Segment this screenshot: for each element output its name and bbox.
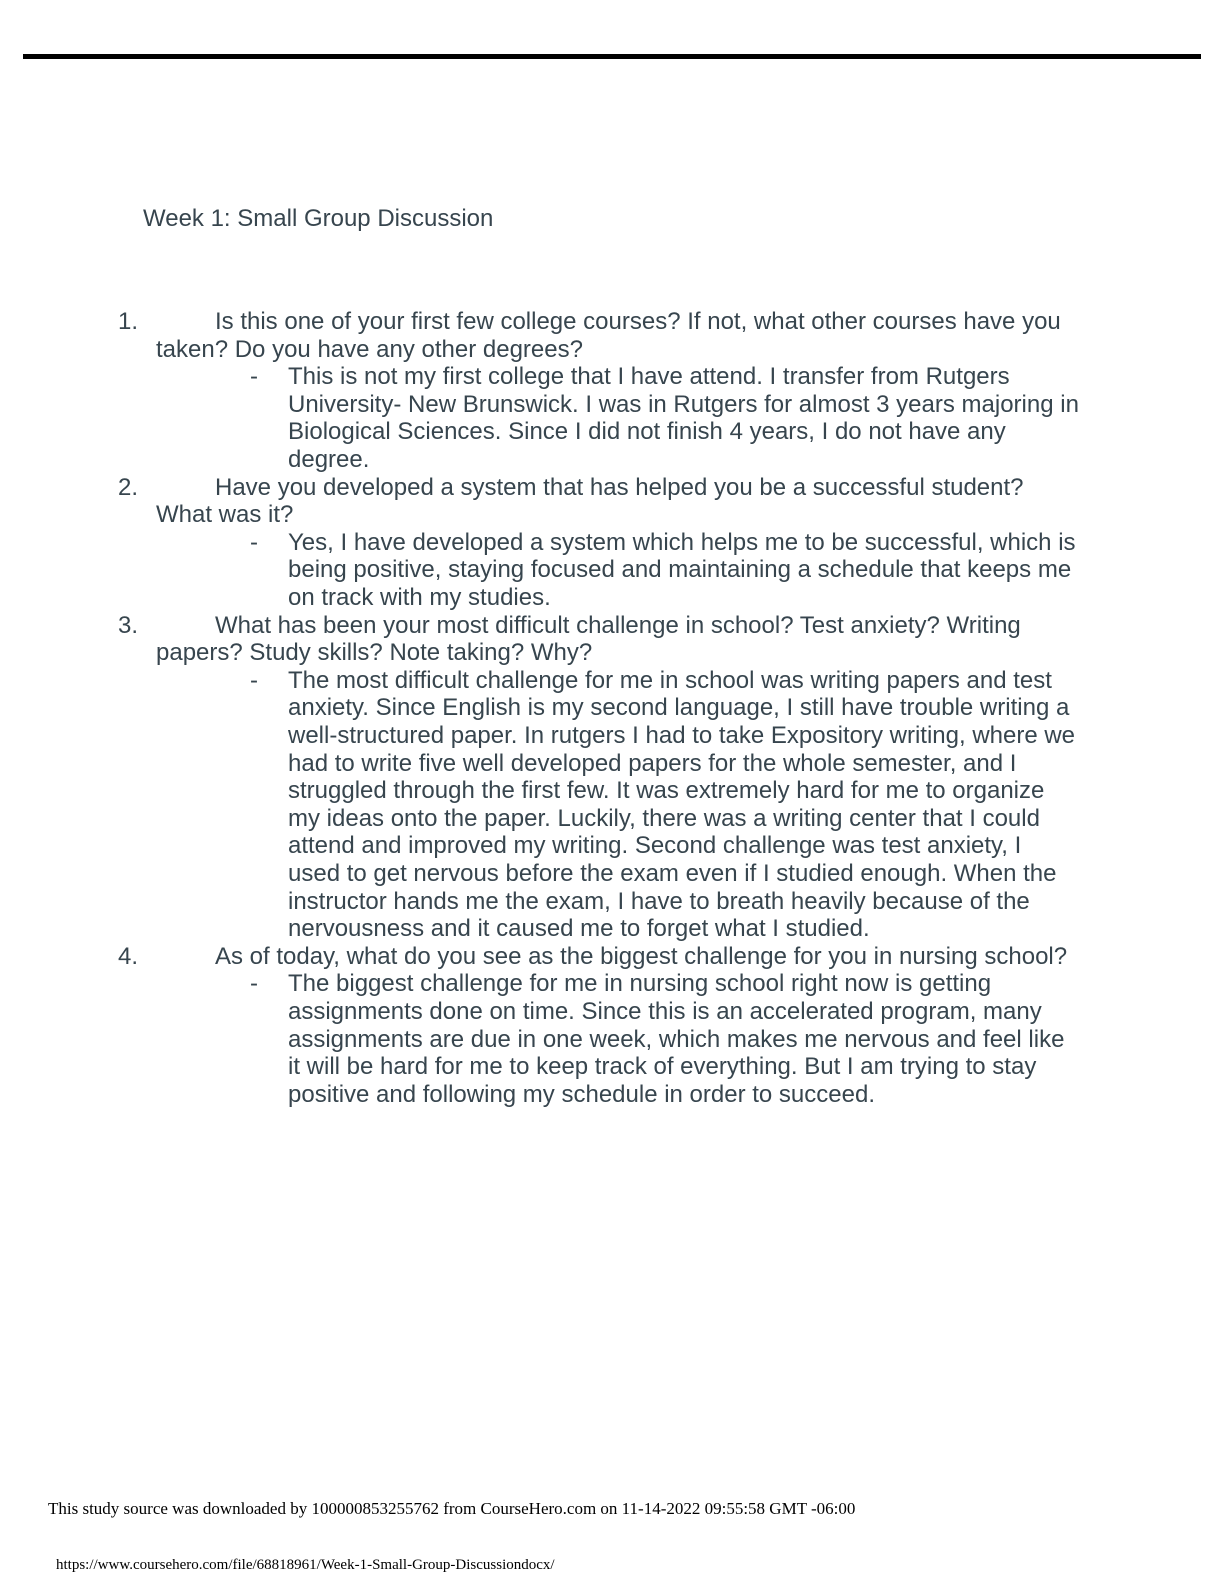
document-line <box>0 612 1224 640</box>
answer-line: Yes, I have developed a system which helps me to be successful, which is <box>288 528 1076 556</box>
answer-line: nervousness and it caused me to forget what I studied. <box>288 915 870 943</box>
answer-line: positive and following my schedule in order to succeed. <box>288 1080 875 1108</box>
document-line <box>0 915 1224 943</box>
document-line <box>0 694 1224 722</box>
answer-line: This is not my first college that I have attend. I transfer from Rutgers <box>288 363 1010 391</box>
answer-line: struggled through the first few. It was extremely hard for me to organize <box>288 777 1045 805</box>
question-line: Is this one of your first few college courses? If not, what other courses have you <box>215 308 1061 335</box>
answer-line: being positive, staying focused and maintaining a schedule that keeps me <box>288 556 1072 584</box>
document-line <box>0 336 1224 364</box>
answer-line: The biggest challenge for me in nursing school right now is getting <box>288 970 992 998</box>
answer-line: instructor hands me the exam, I have to breath heavily because of the <box>288 887 1030 915</box>
document-line <box>0 860 1224 888</box>
answer-line: it will be hard for me to keep track of everything. But I am trying to stay <box>288 1053 1037 1081</box>
list-number: 2. <box>118 473 139 501</box>
document-line <box>0 722 1224 750</box>
question-line: As of today, what do you see as the biggest challenge for you in nursing school? <box>215 942 1068 970</box>
download-attribution: This study source was downloaded by 100000853255762 from CourseHero.com on 11-14-2022 09:55:58 GMT -06:00 <box>48 1499 856 1518</box>
document-line <box>0 474 1224 502</box>
source-url[interactable]: https://www.coursehero.com/file/68818961/Week-1-Small-Group-Discussiondocx/ <box>56 1557 555 1573</box>
document-line <box>0 639 1224 667</box>
document-line <box>0 667 1224 695</box>
answer-line: assignments are due in one week, which makes me nervous and feel like <box>288 1025 1065 1053</box>
answer-line: on track with my studies. <box>288 584 551 611</box>
answer-line: attend and improved my writing. Second challenge was test anxiety, I <box>288 832 1022 860</box>
document-line <box>0 970 1224 998</box>
page-title: Week 1: Small Group Discussion <box>143 205 494 232</box>
document-line <box>0 1081 1224 1109</box>
answer-line: anxiety. Since English is my second language, I still have trouble writing a <box>288 694 1070 722</box>
document-line <box>0 501 1224 529</box>
document-line <box>0 805 1224 833</box>
question-line: taken? Do you have any other degrees? <box>156 335 583 363</box>
list-number: 1. <box>118 308 139 335</box>
answer-line: The most difficult challenge for me in school was writing papers and test <box>288 666 1052 694</box>
question-line: papers? Study skills? Note taking? Why? <box>156 639 593 667</box>
header-rule <box>23 54 1201 59</box>
answer-line: University- New Brunswick. I was in Rutgers for almost 3 years majoring in <box>288 390 1079 418</box>
document-line <box>0 446 1224 474</box>
question-line: What was it? <box>156 501 294 529</box>
document-line <box>0 529 1224 557</box>
dash-marker: - <box>250 528 258 556</box>
document-line <box>0 584 1224 612</box>
document-line <box>0 556 1224 584</box>
answer-line: Biological Sciences. Since I did not finish 4 years, I do not have any <box>288 418 1006 446</box>
document-line <box>0 777 1224 805</box>
answer-line: my ideas onto the paper. Luckily, there was a writing center that I could <box>288 804 1040 832</box>
answer-line: assignments done on time. Since this is an accelerated program, many <box>288 998 1042 1025</box>
answer-line: had to write five well developed papers for the whole semester, and I <box>288 749 1017 777</box>
document-line <box>0 1026 1224 1054</box>
answer-line: degree. <box>288 446 370 473</box>
question-line: Have you developed a system that has helped you be a successful student? <box>215 473 1024 501</box>
document-line <box>0 750 1224 778</box>
document-line <box>0 308 1224 336</box>
document-line <box>0 998 1224 1026</box>
question-line: What has been your most difficult challenge in school? Test anxiety? Writing <box>215 611 1021 639</box>
document-line <box>0 888 1224 916</box>
document-line <box>0 363 1224 391</box>
dash-marker: - <box>250 666 258 694</box>
dash-marker: - <box>250 970 258 998</box>
document-line <box>0 391 1224 419</box>
dash-marker: - <box>250 363 258 391</box>
answer-line: well-structured paper. In rutgers I had to take Expository writing, where we <box>288 722 1076 749</box>
answer-line: used to get nervous before the exam even if I studied enough. When the <box>288 860 1057 887</box>
list-number: 4. <box>118 942 139 970</box>
document-line <box>0 832 1224 860</box>
document-line <box>0 1053 1224 1081</box>
list-number: 3. <box>118 611 139 639</box>
document-line <box>0 418 1224 446</box>
document-line <box>0 943 1224 971</box>
